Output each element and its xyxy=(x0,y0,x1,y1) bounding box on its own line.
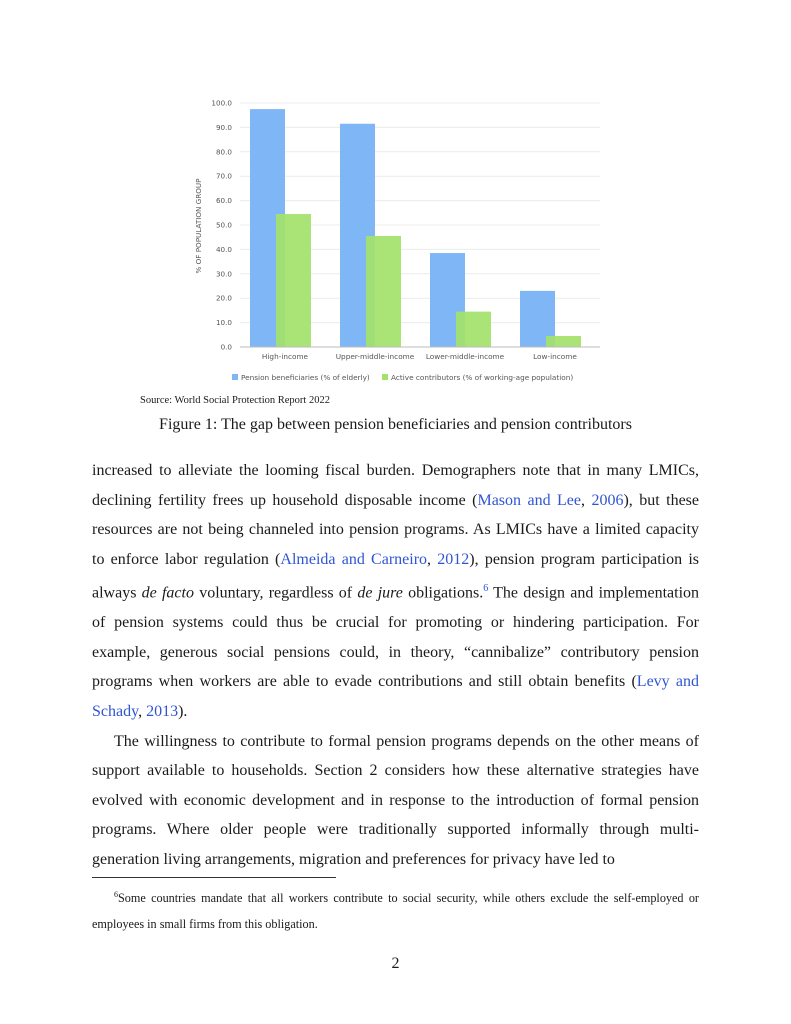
y-tick-label: 100.0 xyxy=(211,98,232,108)
emphasis-de-facto: de facto xyxy=(141,584,194,602)
x-tick-label: Upper-middle-income xyxy=(335,352,415,361)
chart-bars xyxy=(250,109,581,347)
figure-caption: Figure 1: The gap between pension beneficiaries and pension contributors xyxy=(159,416,632,433)
figure-source: Source: World Social Protection Report 2022 xyxy=(140,395,330,406)
footnote-rule xyxy=(92,877,336,878)
paragraph-1: increased to alleviate the looming fiscal burden. Demographers note that in many LMICs, declining fertility frees up household disposable income (Mason and Lee, 2006), but these resources are not being channeled into pension programs. As LMICs have a limited capacity to enforce labor regulation (Almeida and Carneiro, 2012), pension program participation is always de facto voluntary, regardless of de jure obligations.$^6$ The design and implementation of pension systems could thus be crucial for promoting or hindering participation. For example, generous social pensions could, in theory, “cannibalize” contributory pension programs when workers are able to evade contributions and still obtain benefits (Levy and Schady, 2013). xyxy=(92,462,700,721)
paragraph-2: The willingness to contribute to formal pension programs depends on the other means of support available to households. Section 2 considers how these alternative strategies have evolved with economic development and in response to the introduction of formal pension programs. Where older people were traditionally supported informally through multi-generation living arrangements, migration and preferences for privacy have led to xyxy=(92,732,699,869)
citation-mason-lee[interactable]: Mason and Lee xyxy=(477,491,581,509)
x-tick-label: Low-income xyxy=(533,352,577,361)
citation-almeida-carneiro-year[interactable]: 2012 xyxy=(437,550,470,568)
x-axis-ticks xyxy=(262,352,577,361)
citation-almeida-carneiro[interactable]: Almeida and Carneiro xyxy=(280,550,428,568)
y-axis-label: % OF POPULATION GROUP xyxy=(194,178,203,274)
y-tick-label: 60.0 xyxy=(215,196,232,206)
y-tick-label: 10.0 xyxy=(215,318,232,328)
y-tick-label: 20.0 xyxy=(215,293,232,303)
bar-contributors xyxy=(456,312,491,347)
bar-contributors xyxy=(366,236,401,347)
y-axis-ticks xyxy=(211,99,232,352)
y-tick-label: 70.0 xyxy=(215,171,232,181)
page-number: 2 xyxy=(391,955,400,972)
footnote-text: Some countries mandate that all workers contribute to social security, while others exclude the self-employed or employees in small firms from this obligation. xyxy=(92,891,699,932)
citation-levy-schady-year[interactable]: 2013 xyxy=(146,703,179,721)
y-tick-label: 80.0 xyxy=(215,147,232,157)
text-run: The design and implementation of pension systems could thus be crucial for promoting or hindering participation. For example, generous social pensions could, in theory, “cannibalize” contributory pension programs when workers are able to evade contributions and still obtain benefits ( xyxy=(92,584,700,691)
text-run: obligations. xyxy=(402,584,484,602)
bar-contributors xyxy=(546,336,581,347)
y-tick-label: 90.0 xyxy=(215,122,232,132)
bar-contributors xyxy=(276,214,311,347)
text-run: increased to alleviate the looming fiscal burden. Demographers note that in many LMICs, declining fertility frees up household disposable income ( xyxy=(92,462,699,509)
citation-levy-schady[interactable]: Levy and Schady xyxy=(92,673,699,721)
y-tick-label: 50.0 xyxy=(215,220,232,230)
y-tick-label: 40.0 xyxy=(215,244,232,254)
text-run: ). xyxy=(178,703,188,721)
y-tick-label: 0.0 xyxy=(220,342,232,352)
x-tick-label: High-income xyxy=(261,352,309,361)
legend-swatch-beneficiaries xyxy=(232,374,238,380)
text-run: ), but these resources are not being channeled into pension programs. As LMICs have a limited capacity to enforce labor regulation ( xyxy=(92,491,699,568)
x-tick-label: Lower-middle-income xyxy=(425,352,505,361)
body-text xyxy=(92,456,699,875)
footnote-mark: 6 xyxy=(114,890,118,899)
legend-label-contributors: Active contributors (% of working-age population) xyxy=(391,373,574,382)
footnote-6 xyxy=(92,882,699,937)
text-run: ), pension program participation is always xyxy=(92,550,700,602)
legend xyxy=(232,373,573,382)
y-tick-label: 30.0 xyxy=(215,269,232,279)
text-run: voluntary, regardless of xyxy=(193,584,358,602)
emphasis-de-jure: de jure xyxy=(357,584,403,602)
legend-label-beneficiaries: Pension beneficiaries (% of elderly) xyxy=(241,373,370,382)
bar-chart xyxy=(185,92,610,392)
legend-swatch-contributors xyxy=(382,374,388,380)
footnote-marker-6[interactable]: 6 xyxy=(483,583,489,595)
citation-mason-lee-year[interactable]: 2006 xyxy=(591,491,624,509)
